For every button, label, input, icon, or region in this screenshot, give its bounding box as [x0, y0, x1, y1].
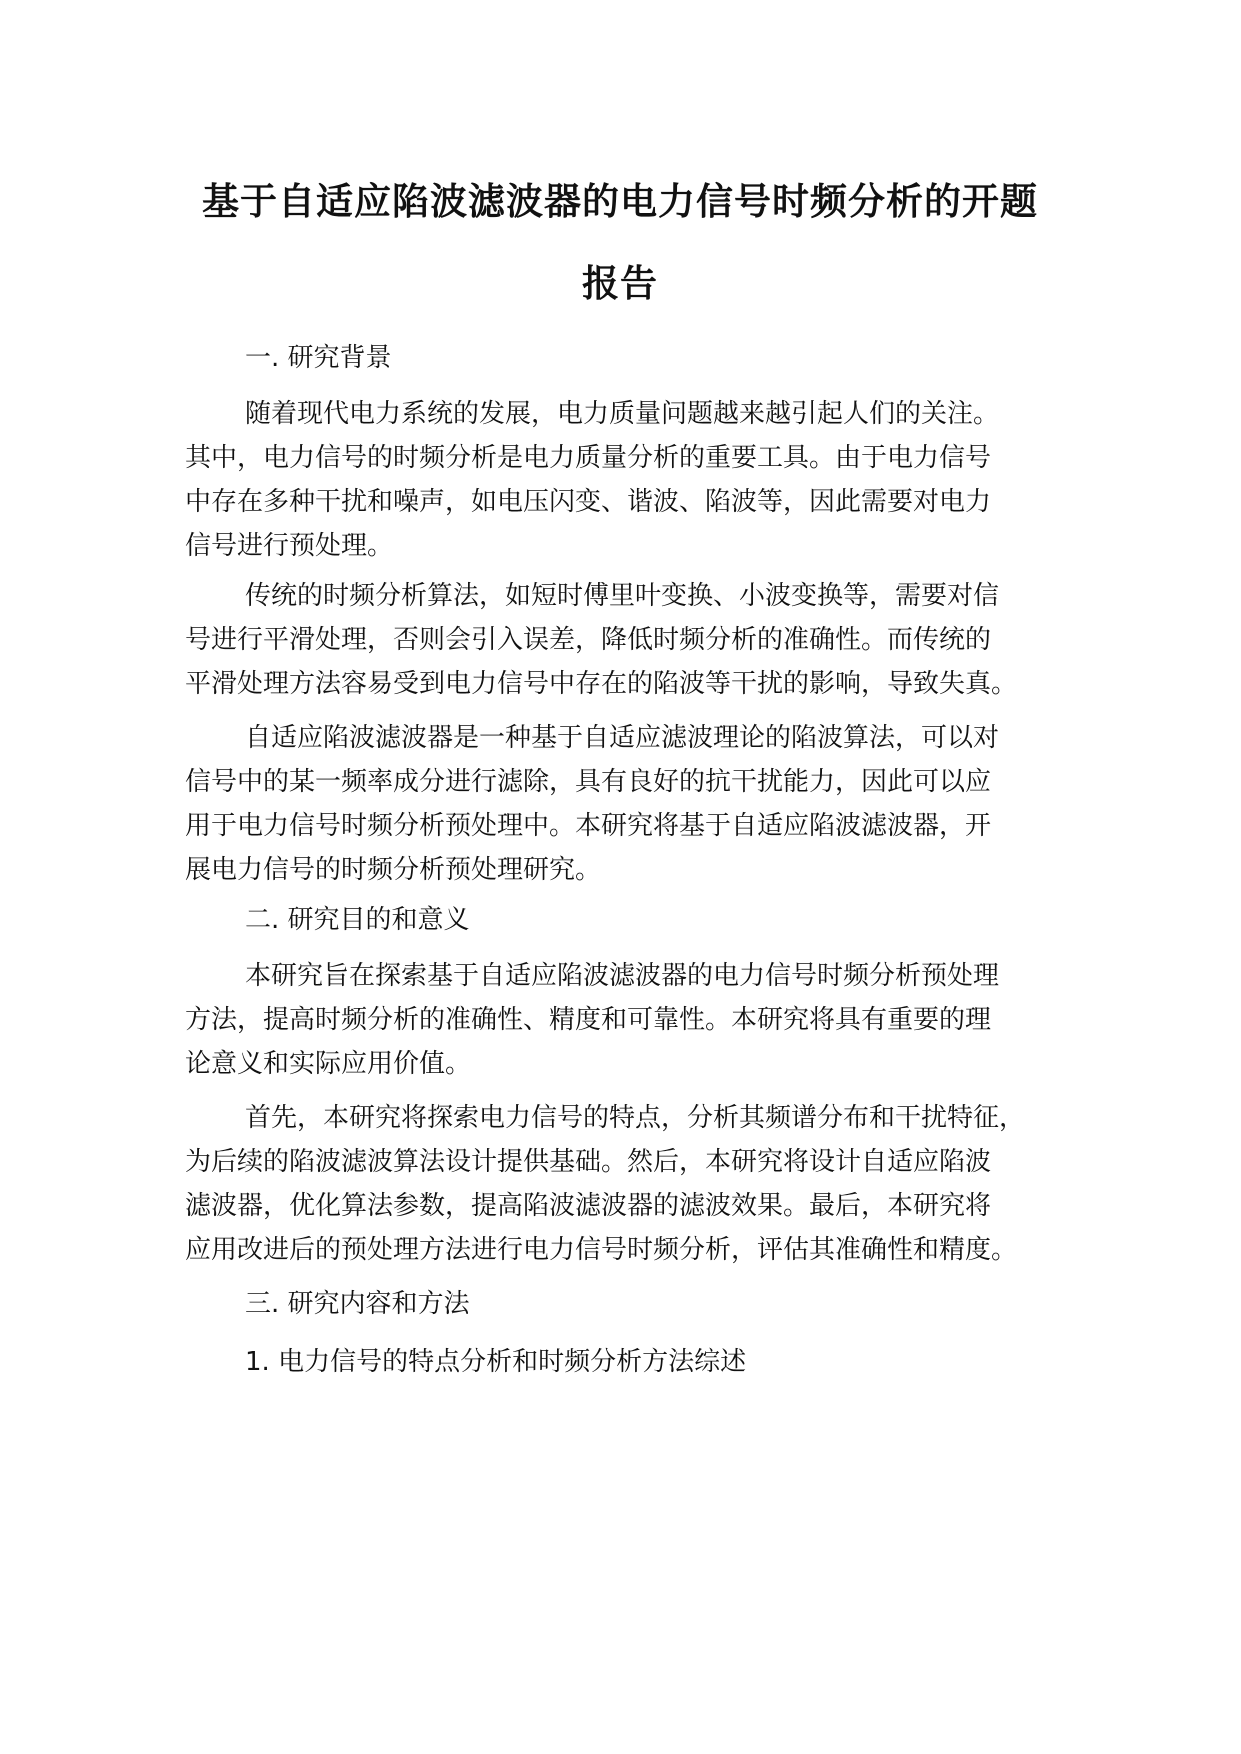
- heading-text: 三. 研究内容和方法: [245, 1289, 470, 1319]
- paragraph-purpose-1: [185, 954, 1085, 1086]
- paragraph-background-1: [185, 392, 1085, 568]
- section-heading-content: [185, 1282, 1085, 1326]
- paragraph-line: 滤波器，优化算法参数，提高陷波滤波器的滤波效果。最后，本研究将: [185, 1191, 992, 1221]
- paragraph-line: 首先，本研究将探索电力信号的特点，分析其频谱分布和干扰特征，: [245, 1103, 1026, 1133]
- document-title-line-1: 基于自适应陷波滤波器的电力信号时频分析的开题: [202, 180, 1038, 223]
- paragraph-purpose-2: [185, 1096, 1085, 1272]
- paragraph-line: 本研究旨在探索基于自适应陷波滤波器的电力信号时频分析预处理: [245, 961, 1000, 991]
- paragraph-line: 随着现代电力系统的发展，电力质量问题越来越引起人们的关注。: [245, 399, 1000, 429]
- paragraph-line: 用于电力信号时频分析预处理中。本研究将基于自适应陷波滤波器，开: [185, 811, 992, 841]
- paragraph-line: 其中，电力信号的时频分析是电力质量分析的重要工具。由于电力信号: [185, 443, 992, 473]
- paragraph-line: 传统的时频分析算法，如短时傅里叶变换、小波变换等，需要对信: [245, 581, 1000, 611]
- paragraph-line: 号进行平滑处理，否则会引入误差，降低时频分析的准确性。而传统的: [185, 625, 992, 655]
- paragraph-line: 为后续的陷波滤波算法设计提供基础。然后，本研究将设计自适应陷波: [185, 1147, 992, 1177]
- paragraph-line: 信号中的某一频率成分进行滤除，具有良好的抗干扰能力，因此可以应: [185, 767, 992, 797]
- paragraph-background-2: [185, 574, 1085, 706]
- heading-text: 二. 研究目的和意义: [245, 905, 470, 935]
- section-heading-purpose: [185, 898, 1085, 942]
- section-heading-background: [185, 336, 1085, 380]
- subsection-heading-1: [185, 1340, 1085, 1384]
- heading-text: 1. 电力信号的特点分析和时频分析方法综述: [245, 1347, 747, 1377]
- paragraph-line: 论意义和实际应用价值。: [185, 1049, 472, 1079]
- paragraph-line: 自适应陷波滤波器是一种基于自适应滤波理论的陷波算法，可以对: [245, 723, 1000, 753]
- paragraph-line: 展电力信号的时频分析预处理研究。: [185, 855, 602, 885]
- paragraph-line: 应用改进后的预处理方法进行电力信号时频分析，评估其准确性和精度。: [185, 1235, 1018, 1265]
- document-title-line-2: 报告: [582, 262, 658, 305]
- paragraph-line: 信号进行预处理。: [185, 531, 394, 561]
- paragraph-line: 方法，提高时频分析的准确性、精度和可靠性。本研究将具有重要的理: [185, 1005, 992, 1035]
- heading-text: 一. 研究背景: [245, 343, 392, 373]
- paragraph-line: 中存在多种干扰和噪声，如电压闪变、谐波、陷波等，因此需要对电力: [185, 487, 992, 517]
- paragraph-line: 平滑处理方法容易受到电力信号中存在的陷波等干扰的影响，导致失真。: [185, 669, 1018, 699]
- paragraph-background-3: [185, 716, 1085, 892]
